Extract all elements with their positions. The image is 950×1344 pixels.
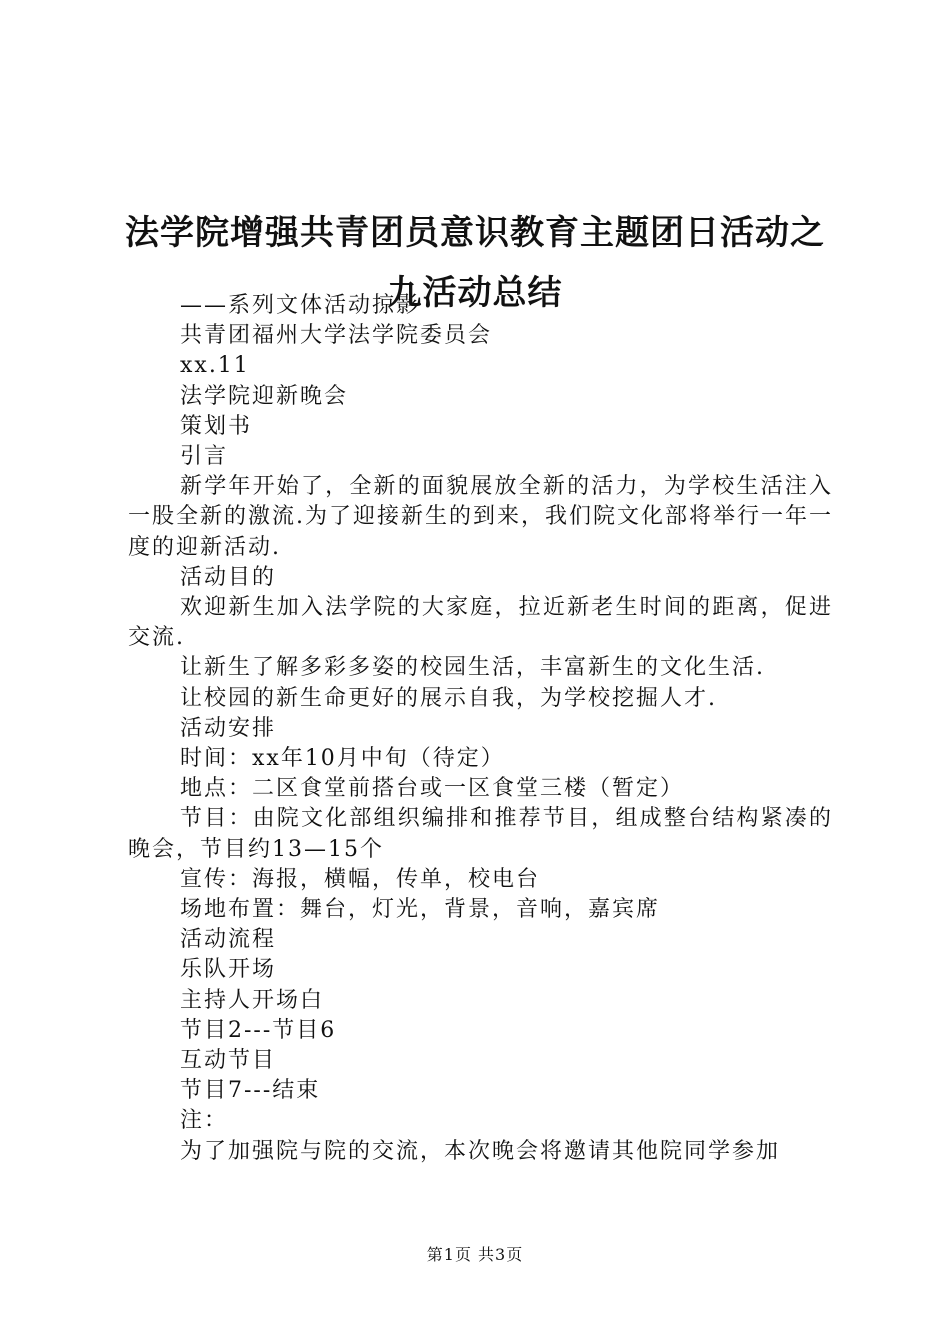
page-number-footer: 第1页 共3页 bbox=[426, 1245, 524, 1264]
paragraph: 乐队开场 bbox=[180, 957, 277, 983]
paragraph: 为了加强院与院的交流，本次晚会将邀请其他院同学参加 bbox=[180, 1138, 781, 1164]
paragraph: 策划书 bbox=[180, 413, 253, 439]
paragraph: 场地布置：舞台，灯光，背景，音响，嘉宾席 bbox=[180, 897, 661, 923]
paragraph: 注： bbox=[180, 1108, 229, 1134]
paragraph: 活动流程 bbox=[180, 927, 277, 953]
paragraph: 活动安排 bbox=[180, 715, 277, 741]
paragraph: xx.11 bbox=[180, 353, 250, 379]
paragraph: 让校园的新生命更好的展示自我，为学校挖掘人才. bbox=[180, 685, 717, 711]
title-line-2: 九活动总结 bbox=[387, 272, 563, 313]
paragraph: 新学年开始了，全新的面貌展放全新的活力，为学校生活注入一股全新的激流.为了迎接新生的到来，我们院文化部将举行一年一度的迎新活动. bbox=[128, 474, 833, 560]
paragraph: 让新生了解多彩多姿的校园生活，丰富新生的文化生活. bbox=[180, 655, 765, 681]
paragraph: 宣传：海报，横幅，传单，校电台 bbox=[180, 866, 541, 892]
paragraph: 地点：二区食堂前搭台或一区食堂三楼（暂定） bbox=[180, 776, 685, 802]
paragraph: 引言 bbox=[180, 444, 229, 470]
paragraph: 主持人开场白 bbox=[180, 987, 325, 1013]
paragraph: 节目2---节目6 bbox=[180, 1017, 337, 1043]
paragraph: 节目7---结束 bbox=[180, 1078, 321, 1104]
paragraph: 欢迎新生加入法学院的大家庭，拉近新老生时间的距离，促进交流. bbox=[128, 595, 833, 651]
paragraph: 活动目的 bbox=[180, 564, 277, 590]
paragraph: ——系列文体活动掠影 bbox=[180, 293, 421, 318]
paragraph: 共青团福州大学法学院委员会 bbox=[180, 323, 493, 349]
title-line-1: 法学院增强共青团员意识教育主题团日活动之 bbox=[125, 212, 825, 253]
paragraph: 时间：xx年10月中旬（待定） bbox=[180, 746, 505, 772]
paragraph: 法学院迎新晚会 bbox=[180, 383, 349, 409]
paragraph: 互动节目 bbox=[180, 1048, 277, 1074]
document-body bbox=[128, 291, 833, 1167]
paragraph: 节目：由院文化部组织编排和推荐节目，组成整台结构紧凑的晚会，节目约13—15个 bbox=[128, 806, 833, 862]
